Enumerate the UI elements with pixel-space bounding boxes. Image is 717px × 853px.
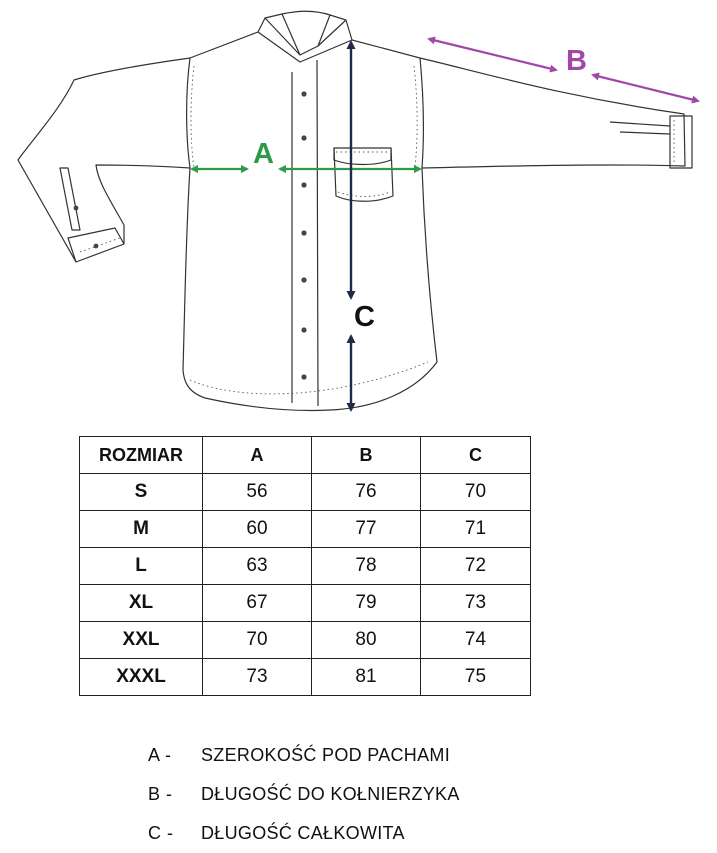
value-c-cell: 72 xyxy=(421,548,531,585)
value-b-cell: 80 xyxy=(312,622,421,659)
measure-c-label: C xyxy=(354,301,375,333)
stitching xyxy=(80,66,674,394)
size-cell: XL xyxy=(80,585,203,622)
table-row xyxy=(80,659,531,696)
table-row xyxy=(80,622,531,659)
legend-item-a xyxy=(148,736,460,775)
value-c-cell: 74 xyxy=(421,622,531,659)
table-row xyxy=(80,585,531,622)
size-cell: L xyxy=(80,548,203,585)
measurement-legend xyxy=(148,736,460,853)
legend-key: C - xyxy=(148,823,174,843)
measure-c xyxy=(351,42,375,410)
table-row xyxy=(80,511,531,548)
value-c-cell: 70 xyxy=(421,474,531,511)
value-c-cell: 73 xyxy=(421,585,531,622)
measure-a-label: A xyxy=(253,138,274,170)
measure-b-arrow-right xyxy=(593,75,698,101)
value-a-cell: 70 xyxy=(203,622,312,659)
size-cell: S xyxy=(80,474,203,511)
value-b-cell: 77 xyxy=(312,511,421,548)
legend-item-c xyxy=(148,814,460,853)
measure-a xyxy=(192,138,420,170)
measure-b-label: B xyxy=(566,45,587,77)
value-c-cell: 71 xyxy=(421,511,531,548)
value-b-cell: 78 xyxy=(312,548,421,585)
value-b-cell: 81 xyxy=(312,659,421,696)
size-cell: XXL xyxy=(80,622,203,659)
value-a-cell: 73 xyxy=(203,659,312,696)
shirt-outline xyxy=(18,11,692,410)
size-cell: XXXL xyxy=(80,659,203,696)
table-header-row xyxy=(80,437,531,474)
table-row xyxy=(80,548,531,585)
size-table xyxy=(79,436,531,696)
legend-text: DŁUGOŚĆ DO KOŁNIERZYKA xyxy=(201,784,460,804)
legend-text: DŁUGOŚĆ CAŁKOWITA xyxy=(201,823,405,843)
legend-text: SZEROKOŚĆ POD PACHAMI xyxy=(201,745,451,765)
header-b: B xyxy=(312,437,421,474)
header-size: ROZMIAR xyxy=(80,437,203,474)
value-b-cell: 79 xyxy=(312,585,421,622)
legend-key: B - xyxy=(148,784,173,804)
legend-key: A - xyxy=(148,745,172,765)
value-a-cell: 60 xyxy=(203,511,312,548)
legend-item-b xyxy=(148,775,460,814)
value-a-cell: 56 xyxy=(203,474,312,511)
header-c: C xyxy=(421,437,531,474)
value-a-cell: 63 xyxy=(203,548,312,585)
header-a: A xyxy=(203,437,312,474)
value-a-cell: 67 xyxy=(203,585,312,622)
value-c-cell: 75 xyxy=(421,659,531,696)
table-row xyxy=(80,474,531,511)
size-cell: M xyxy=(80,511,203,548)
value-b-cell: 76 xyxy=(312,474,421,511)
buttons xyxy=(74,91,307,379)
